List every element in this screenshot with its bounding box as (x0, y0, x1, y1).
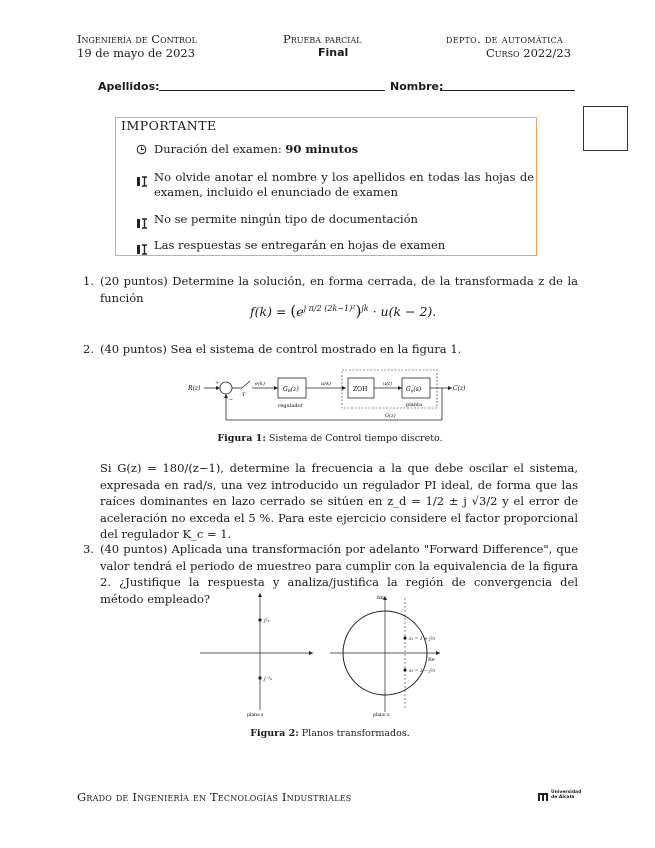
important-item-documentation: No se permite ningún tipo de documentación (154, 212, 418, 226)
logo-text-1: Universidad (551, 790, 582, 795)
q2-number: 2. (83, 342, 94, 356)
z-plane-label: plano z (373, 713, 390, 718)
name-label: Nombre: (390, 80, 444, 93)
clock-icon (136, 144, 147, 159)
fig1-output-label: C(z) (453, 385, 466, 392)
exam-type: Prueba parcial (283, 32, 362, 46)
z-plane-im-label: Im (377, 595, 384, 601)
important-item-name: No olvide anotar el nombre y los apellidos en todas las hojas de examen, incluido el enunciado de examen (154, 170, 534, 199)
fig1-ut-label: u(t) (383, 381, 393, 387)
fig1-plus: + (215, 380, 220, 386)
fig1-error-label: e(k) (255, 381, 265, 387)
figure1-caption: Figura 1: Sistema de Control tiempo discreto. (217, 433, 443, 444)
fig1-control-label: u(k) (321, 381, 332, 387)
name-field[interactable] (440, 90, 575, 91)
q1-number: 1. (83, 274, 94, 288)
department: depto. de automática (446, 32, 564, 46)
fig1-plant-text: Gp(s) (406, 386, 422, 393)
university-logo (537, 789, 582, 805)
important-title: IMPORTANTE (121, 118, 217, 133)
fig1-T: T (242, 392, 246, 398)
important-item-answers: Las respuestas se entregarán en hojas de examen (154, 238, 446, 252)
q2-text: (40 puntos) Sea el sistema de control mostrado en la figura 1. (100, 342, 462, 356)
important-item-duration: Duración del examen: 90 minutos (154, 142, 359, 156)
fig1-regulator-label: regulador (278, 403, 303, 409)
footer-degree: Grado de Ingeniería en Tecnologías Industriales (77, 790, 352, 804)
z-plane-pole-bottom (403, 668, 406, 671)
warning-icon (136, 214, 148, 233)
z-plane-pole-top (403, 636, 406, 639)
figure1-diagram (180, 365, 480, 425)
fig1-zoh-text: ZOH (353, 386, 368, 393)
fig1-gz-label: G(z) (385, 413, 396, 419)
s-plane-pole-bottom-label: j⁻³s (264, 676, 272, 682)
surname-field[interactable] (159, 90, 385, 91)
q1-text: (20 puntos) Determine la solución, en forma cerrada, de la transformada z de la función (100, 274, 578, 305)
q2-paragraph: Si G(z) = 180/(z−1), determine la frecuencia a la que debe oscilar el sistema, expresada en rad/s, una vez introducido un regulador PI ideal, de forma que las raíces dominantes en lazo cerrado se sitúen en z_d = 1/2 ± j √3/2 y el error de aceleración no exceda el 5 %. Para este ejercicio considere el factor proporcional del regulador K_c = 1. (100, 461, 578, 541)
warning-icon (136, 240, 148, 259)
q3-text: (40 puntos) Aplicada una transformación por adelanto "Forward Difference", que valor tendrá el periodo de muestreo para cumplir con la equivalencia de la figura 2. ¿Justifique la respuesta y analiza/justifica la región de convergencia del método empleado? (100, 542, 578, 606)
s-plane-pole-top (258, 618, 261, 621)
s-plane-pole-bottom (258, 676, 261, 679)
warning-icon (136, 172, 148, 191)
exam-date: 19 de mayo de 2023 (77, 46, 196, 60)
s-plane-label: plano s (247, 713, 264, 718)
z-plane-pole-top-label: z₁ = 1 + j⅔ (409, 637, 436, 642)
z-plane-re-label: Re (428, 657, 435, 663)
university-logo-icon (537, 791, 549, 803)
q1-formula: $f(k) = (e^{j \pi/2 (2k-1)^2})^{jk} \cdot u(k - 2)$. (250, 302, 437, 320)
exam-subtype: Final (318, 46, 349, 59)
fig1-plant-label: planta (406, 402, 422, 408)
fig1-summing-junction (220, 382, 232, 394)
academic-year: Curso 2022/23 (486, 46, 572, 60)
q3-number: 3. (83, 542, 94, 556)
fig1-regulator-text: GR(z) (283, 386, 299, 393)
fig1-minus: − (229, 397, 234, 403)
surname-label: Apellidos: (98, 80, 160, 93)
figure2-diagram (195, 590, 465, 720)
s-plane-pole-top-label: j²s (264, 618, 270, 624)
course-title: Ingeniería de Control (77, 32, 197, 46)
fig1-input-label: R(z) (188, 385, 201, 392)
figure2-caption: Figura 2: Planos transformados. (250, 728, 410, 739)
fig1-sampler (242, 381, 250, 388)
z-plane-pole-bottom-label: z₂ = 1 − j⅔ (409, 669, 436, 674)
grade-box[interactable] (583, 106, 628, 151)
logo-text-2: de Alcalá (551, 795, 575, 800)
